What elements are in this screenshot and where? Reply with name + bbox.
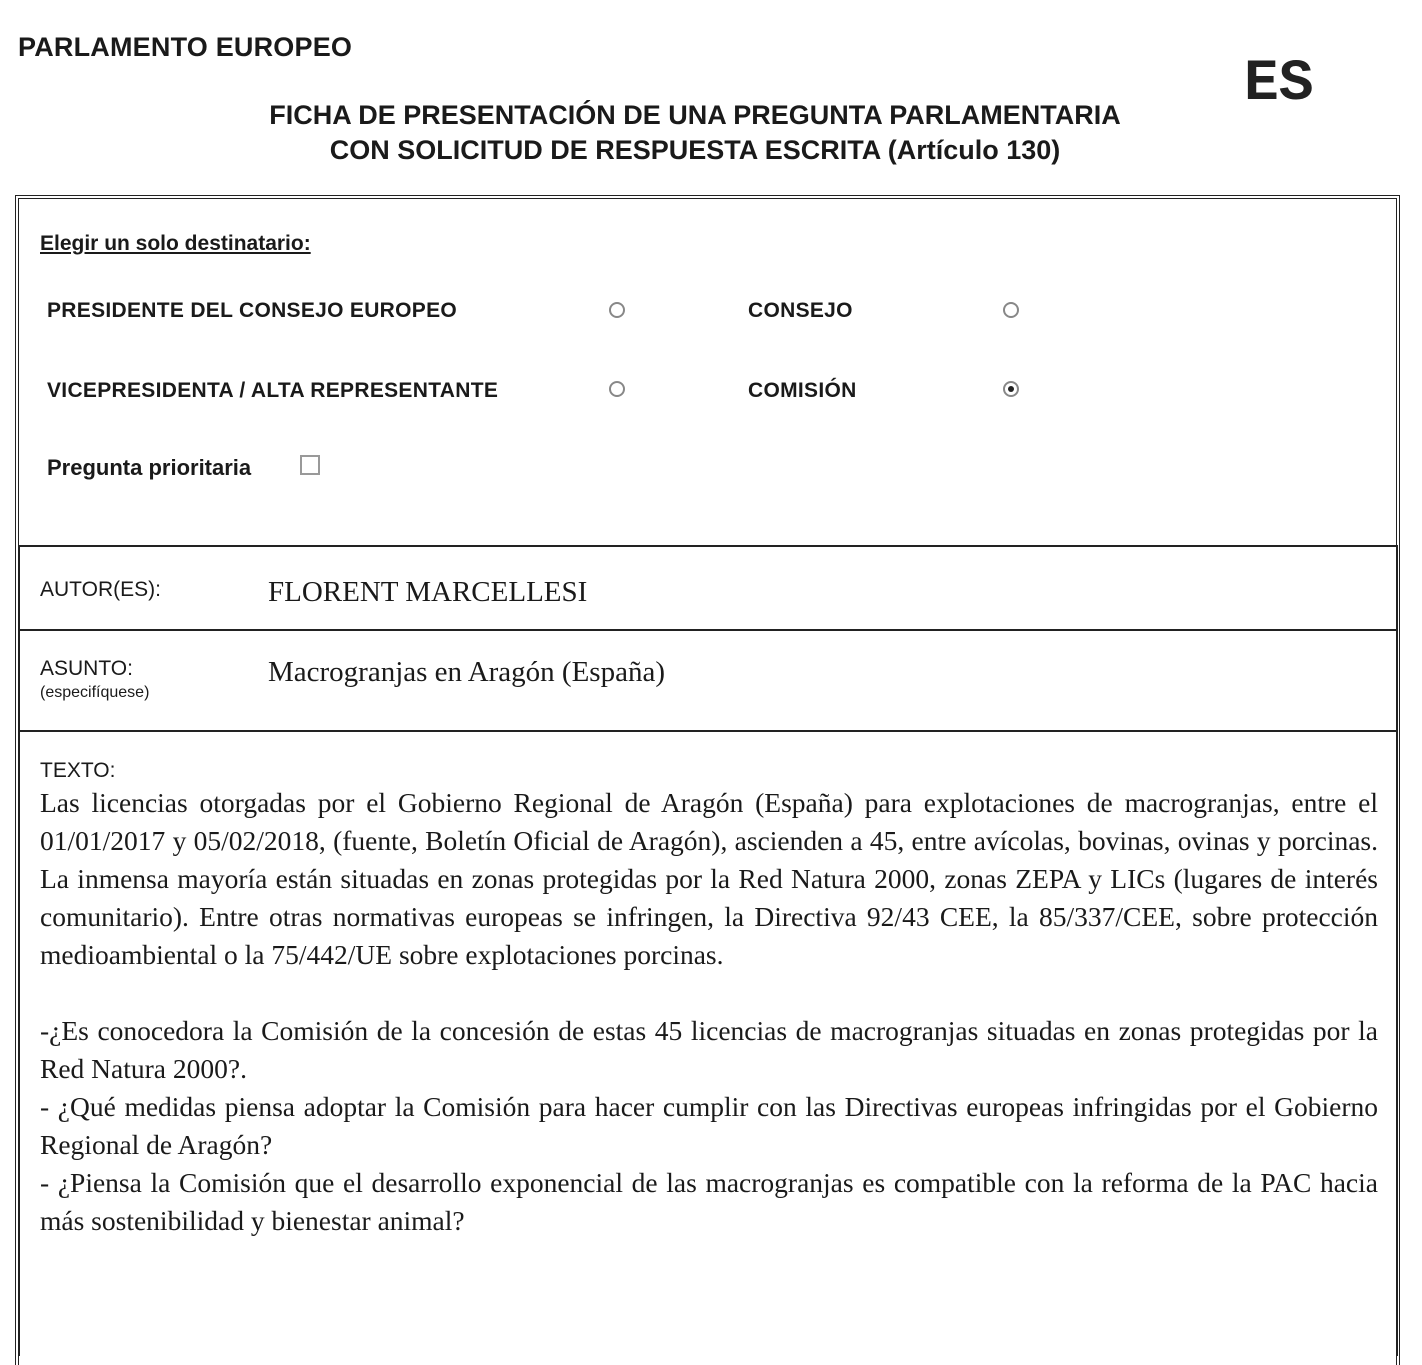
divider: [18, 730, 1398, 732]
paragraph-gap: [40, 974, 1378, 1012]
divider: [1396, 545, 1398, 1356]
option-label-presidente-consejo-europeo: PRESIDENTE DEL CONSEJO EUROPEO: [47, 299, 458, 322]
author-value: FLORENT MARCELLESI: [268, 576, 588, 608]
language-code: ES: [1244, 52, 1314, 117]
radio-presidente-consejo-europeo[interactable]: [609, 302, 625, 318]
subject-sublabel: (especifíquese): [40, 684, 150, 701]
subject-value: Macrogranjas en Aragón (España): [268, 656, 665, 688]
recipient-instruction: Elegir un solo destinatario:: [40, 232, 311, 255]
radio-consejo[interactable]: [1003, 302, 1019, 318]
subject-label: ASUNTO:: [40, 657, 133, 680]
text-label: TEXTO:: [40, 759, 116, 782]
option-label-comision: COMISIÓN: [748, 379, 857, 402]
question-item: -¿Es conocedora la Comisión de la concesión de estas 45 licencias de macrogranjas situadas en zonas protegidas por la Red Natura 2000?.: [40, 1015, 1378, 1084]
divider: [18, 545, 20, 1356]
priority-checkbox[interactable]: [300, 455, 320, 475]
divider: [18, 629, 1398, 631]
form-title-line2: CON SOLICITUD DE RESPUESTA ESCRITA (Artículo 130): [329, 135, 1061, 165]
radio-vicepresidenta[interactable]: [609, 381, 625, 397]
option-label-consejo: CONSEJO: [748, 299, 853, 322]
question-item: - ¿Piensa la Comisión que el desarrollo exponencial de las macrogranjas es compatible con la reforma de la PAC hacia más sostenibilidad y bienestar animal?: [40, 1167, 1378, 1236]
organization-name: PARLAMENTO EUROPEO: [18, 32, 353, 62]
author-label: AUTOR(ES):: [40, 578, 161, 601]
divider: [18, 545, 1398, 547]
question-text: [40, 784, 1378, 1240]
form-title-line1: FICHA DE PRESENTACIÓN DE UNA PREGUNTA PARLAMENTARIA: [269, 100, 1121, 130]
text-paragraph: Las licencias otorgadas por el Gobierno Regional de Aragón (España) para explotaciones de macrogranjas, entre el 01/01/2017 y 05/02/2018, (fuente, Boletín Oficial de Aragón), ascienden a 45, entre avícolas, bovinas, ovinas y porcinas. La inmensa mayoría están situadas en zonas protegidas por la Red Natura 2000, zonas ZEPA y LICs (lugares de interés comunitario). Entre otras normativas europeas se infringen, la Directiva 92/43 CEE, la 85/337/CEE, sobre protección medioambiental o la 75/442/UE sobre explotaciones porcinas.: [40, 787, 1378, 970]
option-label-vicepresidenta: VICEPRESIDENTA / ALTA REPRESENTANTE: [47, 379, 499, 402]
question-item: - ¿Qué medidas piensa adoptar la Comisión para hacer cumplir con las Directivas europeas infringidas por el Gobierno Regional de Aragón?: [40, 1091, 1378, 1160]
radio-comision[interactable]: [1003, 381, 1019, 397]
priority-label: Pregunta prioritaria: [47, 455, 252, 480]
